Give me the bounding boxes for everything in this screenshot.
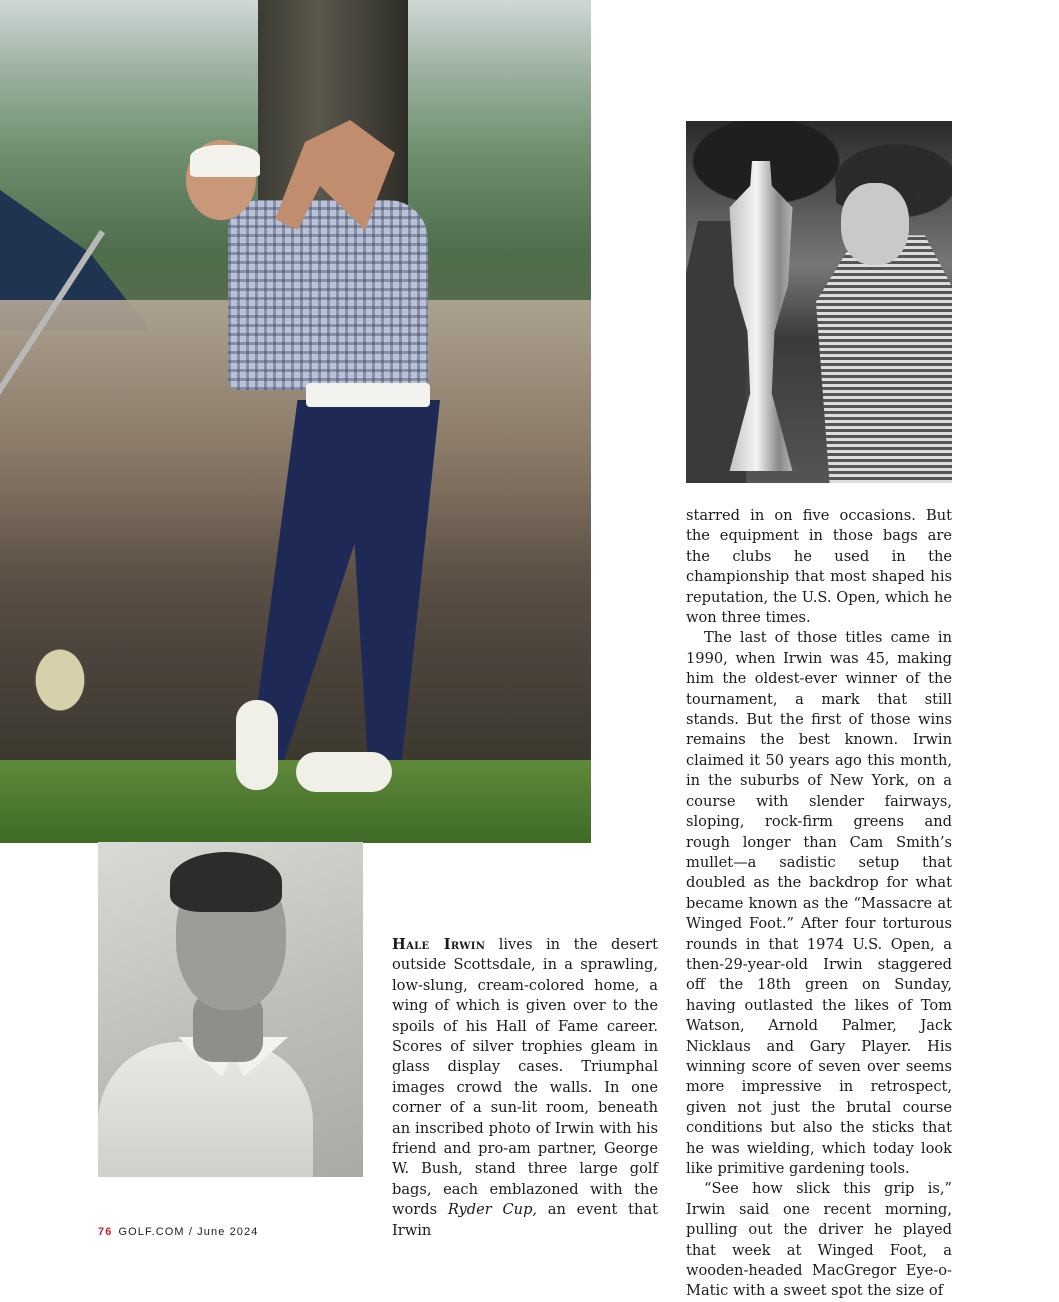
paragraph: starred in on five occasions. But the equipment in those bags are the clubs he used in the championship that most shaped his reputation, the U.S. Open, which he won three times.	[686, 507, 952, 627]
portrait-shirt	[98, 1042, 313, 1177]
paragraph: “See how slick this grip is,” Irwin said one recent morning, pulling out the driver he played that week at Winged Foot, a wooden-headed MacGregor Eye-o-Matic with a sweet spot the size of	[686, 1180, 952, 1300]
paragraph: The last of those titles came in 1990, when Irwin was 45, making him the oldest-ever winner of the tournament, a mark that still stands. But the first of those wins remains the best known. Irwin claimed it 50 years ago this month, in the suburbs of New York, on a course with slender fairways, sloping, rock-firm greens and rough longer than Cam Smith’s mullet—a sadistic setup that doubled as the backdrop for what became known as the “Massacre at Winged Foot.” After four torturous rounds in that 1974 U.S. Open, a then-29-year-old Irwin staggered off the 18th green on Sunday, having outlasted the likes of Tom Watson, Arnold Palmer, Jack Nicklaus and Gary Player. His winning score of seven over seems more impressive in retrospect, given not just the brutal course conditions but also the sticks that he was wielding, which today look like primitive gardening tools.	[686, 629, 952, 1177]
lead-text-end: an event that Irwin	[392, 1201, 658, 1239]
lead-text: lives in the desert outside Scottsdale, in a sprawling, low-slung, cream-colored home, a wing of which is given over to the spoils of his Hall of Fame career. Scores of silver trophies gleam in glass display cases. Triumphal images crowd the walls. In one corner of a sun-lit room, beneath an inscribed photo of Irwin with his friend and pro-am partner, George W. Bush, stand three large golf bags, each emblazoned with the words	[392, 936, 658, 1219]
page-number: 76	[98, 1226, 113, 1238]
ryder-cup-italic: Ryder Cup,	[447, 1201, 538, 1219]
golfer-belt	[306, 383, 430, 407]
article-column-right	[686, 506, 952, 1302]
folio-text: GOLF.COM / June 2024	[118, 1226, 259, 1238]
golfer-shoe	[296, 752, 392, 792]
golfer-shirt	[228, 200, 428, 390]
article-column-left	[392, 935, 658, 1241]
portrait-photo	[98, 842, 363, 1177]
golfer-shoe	[236, 700, 278, 790]
lead-paragraph	[392, 935, 658, 1241]
irwin-face	[841, 183, 909, 265]
page-folio	[98, 1226, 258, 1238]
hero-photo	[0, 0, 591, 843]
trophy-photo	[686, 121, 952, 483]
drop-name: Hale Irwin	[392, 936, 486, 953]
portrait-hair	[170, 852, 282, 912]
golfer-visor	[190, 145, 260, 177]
